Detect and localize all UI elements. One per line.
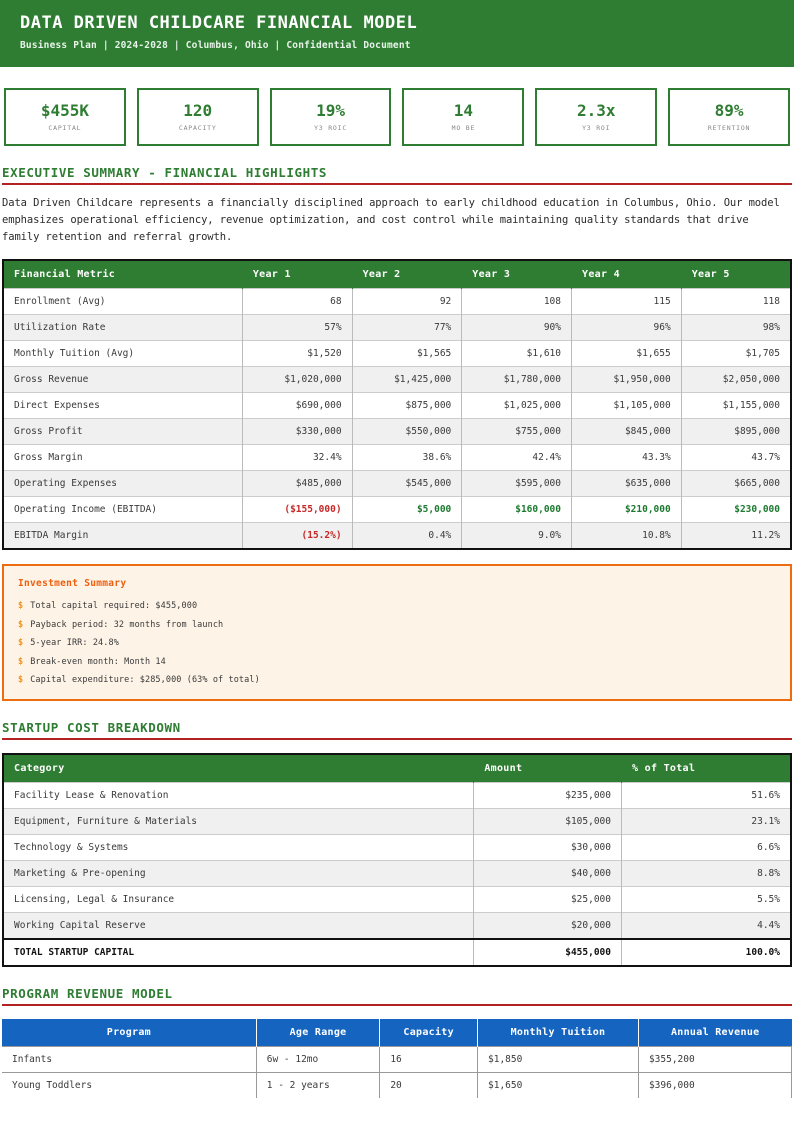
program-tuition: $1,650 [478, 1073, 639, 1099]
total-amount: $455,000 [474, 939, 622, 966]
metric-value: $485,000 [242, 471, 352, 497]
kpi-card [535, 88, 657, 146]
program-revenue: $396,000 [638, 1073, 791, 1099]
cost-category: Technology & Systems [3, 835, 474, 861]
metric-value: $845,000 [572, 419, 682, 445]
kpi-card [137, 88, 259, 146]
cost-pct: 4.4% [621, 913, 791, 940]
table-row [3, 393, 791, 419]
column-header: Year 3 [462, 260, 572, 289]
investment-summary-callout [2, 564, 792, 701]
metric-value: $1,610 [462, 341, 572, 367]
metric-value: $230,000 [681, 497, 791, 523]
investment-summary-item [18, 638, 776, 648]
table-row [3, 315, 791, 341]
program-capacity: 20 [380, 1073, 478, 1099]
column-header: Year 1 [242, 260, 352, 289]
metric-value: 115 [572, 289, 682, 315]
total-category: TOTAL STARTUP CAPITAL [3, 939, 474, 966]
column-header: Category [3, 754, 474, 783]
investment-summary-item-text: Break-even month: Month 14 [30, 656, 166, 667]
column-header: Year 4 [572, 260, 682, 289]
investment-summary-item-text: 5-year IRR: 24.8% [30, 638, 119, 648]
investment-summary-item-text: Capital expenditure: $285,000 (63% of total) [30, 675, 260, 685]
document-header-banner [0, 0, 794, 67]
table-header-row [3, 260, 791, 289]
kpi-value: $455K [40, 100, 89, 120]
metric-value: $1,950,000 [572, 367, 682, 393]
metric-value: $1,025,000 [462, 393, 572, 419]
metric-value: 10.8% [572, 523, 682, 550]
cost-pct: 6.6% [621, 835, 791, 861]
program-age: 6w - 12mo [256, 1047, 380, 1073]
section-heading-program-revenue: PROGRAM REVENUE MODEL [2, 986, 792, 1006]
table-row [3, 471, 791, 497]
table-row [3, 913, 791, 940]
cost-amount: $25,000 [474, 887, 622, 913]
metric-value: 57% [242, 315, 352, 341]
cost-category: Licensing, Legal & Insurance [3, 887, 474, 913]
metric-value: 38.6% [352, 445, 462, 471]
metric-value: (15.2%) [242, 523, 352, 550]
kpi-card-row [4, 67, 790, 146]
dollar-bullet-icon: $ [18, 638, 24, 648]
metric-value: 77% [352, 315, 462, 341]
column-header: Year 5 [681, 260, 791, 289]
program-revenue: $355,200 [638, 1047, 791, 1073]
column-header: Amount [474, 754, 622, 783]
metric-value: $210,000 [572, 497, 682, 523]
program-age: 1 - 2 years [256, 1073, 380, 1099]
table-header-row [3, 754, 791, 783]
cost-category: Working Capital Reserve [3, 913, 474, 940]
metric-value: 96% [572, 315, 682, 341]
cost-category: Equipment, Furniture & Materials [3, 809, 474, 835]
program-capacity: 16 [380, 1047, 478, 1073]
kpi-value: 19% [316, 100, 346, 120]
metric-value: $755,000 [462, 419, 572, 445]
executive-summary-paragraph: Data Driven Childcare represents a financially disciplined approach to early childhood education in Columbus, Ohio. Our model emphasizes operational efficiency, revenue optimization, and cost control while maintaining quality standards that drive family retention and referral growth. [2, 197, 780, 243]
column-header: Annual Revenue [638, 1019, 791, 1047]
total-pct: 100.0% [621, 939, 791, 966]
metric-value: $1,780,000 [462, 367, 572, 393]
metric-value: $5,000 [352, 497, 462, 523]
metric-value: 0.4% [352, 523, 462, 550]
cost-amount: $235,000 [474, 783, 622, 809]
investment-summary-item [18, 657, 776, 667]
metric-value: $1,105,000 [572, 393, 682, 419]
document-subtitle: Business Plan | 2024-2028 | Columbus, Ohio | Confidential Document [20, 39, 411, 51]
metric-value: $1,520 [242, 341, 352, 367]
kpi-value: 2.3x [576, 100, 616, 120]
investment-summary-title: Investment Summary [18, 578, 127, 589]
kpi-value: 89% [714, 100, 744, 120]
metric-value: 92 [352, 289, 462, 315]
column-header: % of Total [621, 754, 791, 783]
metric-label: Direct Expenses [3, 393, 242, 419]
table-total-row [3, 939, 791, 966]
section-heading-executive-summary: EXECUTIVE SUMMARY - FINANCIAL HIGHLIGHTS [2, 165, 792, 185]
metric-value: 42.4% [462, 445, 572, 471]
column-header: Financial Metric [3, 260, 242, 289]
table-row [3, 783, 791, 809]
cost-pct: 5.5% [621, 887, 791, 913]
metric-value: 11.2% [681, 523, 791, 550]
metric-value: $550,000 [352, 419, 462, 445]
kpi-value: 120 [183, 100, 213, 120]
section-heading-startup-cost: STARTUP COST BREAKDOWN [2, 720, 792, 740]
metric-value: $1,565 [352, 341, 462, 367]
column-header: Capacity [380, 1019, 478, 1047]
metric-label: Operating Income (EBITDA) [3, 497, 242, 523]
table-row [2, 1047, 792, 1073]
metric-value: $1,425,000 [352, 367, 462, 393]
kpi-value: 14 [453, 100, 474, 120]
column-header: Year 2 [352, 260, 462, 289]
metric-label: Utilization Rate [3, 315, 242, 341]
column-header: Program [2, 1019, 256, 1047]
investment-summary-item [18, 620, 776, 630]
page-title: DATA DRIVEN CHILDCARE FINANCIAL MODEL [20, 13, 418, 33]
metric-value: $665,000 [681, 471, 791, 497]
metric-value: 90% [462, 315, 572, 341]
dollar-bullet-icon: $ [18, 601, 24, 611]
table-row [3, 523, 791, 550]
table-row [3, 887, 791, 913]
kpi-label: CAPACITY [178, 124, 217, 133]
kpi-label: MO BE [451, 124, 476, 133]
investment-summary-item-text: Payback period: 32 months from launch [30, 619, 224, 630]
program-program: Young Toddlers [2, 1073, 256, 1099]
dollar-bullet-icon: $ [18, 656, 24, 667]
metric-value: 43.7% [681, 445, 791, 471]
metric-label: Enrollment (Avg) [3, 289, 242, 315]
metric-value: 118 [681, 289, 791, 315]
metric-label: Monthly Tuition (Avg) [3, 341, 242, 367]
metric-value: $690,000 [242, 393, 352, 419]
investment-summary-item-text: Total capital required: $455,000 [30, 601, 198, 611]
metric-value: 32.4% [242, 445, 352, 471]
metric-value: $160,000 [462, 497, 572, 523]
metric-value: $595,000 [462, 471, 572, 497]
financial-metrics-table [2, 259, 792, 550]
startup-cost-table [2, 753, 792, 967]
column-header: Age Range [256, 1019, 380, 1047]
dollar-bullet-icon: $ [18, 619, 24, 630]
metric-value: $875,000 [352, 393, 462, 419]
kpi-card [4, 88, 126, 146]
table-row [3, 289, 791, 315]
cost-amount: $20,000 [474, 913, 622, 940]
kpi-label: RETENTION [707, 124, 751, 133]
kpi-label: CAPITAL [48, 124, 82, 133]
metric-label: Operating Expenses [3, 471, 242, 497]
metric-value: 68 [242, 289, 352, 315]
metric-value: $2,050,000 [681, 367, 791, 393]
cost-amount: $105,000 [474, 809, 622, 835]
metric-value: ($155,000) [242, 497, 352, 523]
investment-summary-item [18, 675, 776, 685]
metric-value: 9.0% [462, 523, 572, 550]
table-row [2, 1073, 792, 1099]
kpi-card [668, 88, 790, 146]
cost-amount: $30,000 [474, 835, 622, 861]
program-program: Infants [2, 1047, 256, 1073]
metric-value: 108 [462, 289, 572, 315]
kpi-card [402, 88, 524, 146]
table-header-row [2, 1019, 792, 1047]
cost-category: Facility Lease & Renovation [3, 783, 474, 809]
metric-value: $895,000 [681, 419, 791, 445]
metric-value: $1,705 [681, 341, 791, 367]
metric-label: Gross Profit [3, 419, 242, 445]
program-tuition: $1,850 [478, 1047, 639, 1073]
metric-label: EBITDA Margin [3, 523, 242, 550]
kpi-label: Y3 ROIC [314, 124, 348, 133]
metric-label: Gross Revenue [3, 367, 242, 393]
cost-pct: 51.6% [621, 783, 791, 809]
metric-value: $1,155,000 [681, 393, 791, 419]
kpi-card [270, 88, 392, 146]
table-row [3, 445, 791, 471]
metric-value: 98% [681, 315, 791, 341]
cost-amount: $40,000 [474, 861, 622, 887]
program-revenue-table [2, 1019, 792, 1098]
table-row [3, 861, 791, 887]
metric-value: $1,020,000 [242, 367, 352, 393]
metric-value: $330,000 [242, 419, 352, 445]
table-row [3, 341, 791, 367]
cost-pct: 8.8% [621, 861, 791, 887]
table-row [3, 367, 791, 393]
column-header: Monthly Tuition [478, 1019, 639, 1047]
table-row [3, 497, 791, 523]
table-row [3, 809, 791, 835]
cost-category: Marketing & Pre-opening [3, 861, 474, 887]
metric-value: $635,000 [572, 471, 682, 497]
kpi-label: Y3 ROI [582, 124, 611, 133]
dollar-bullet-icon: $ [18, 675, 24, 685]
metric-label: Gross Margin [3, 445, 242, 471]
metric-value: $1,655 [572, 341, 682, 367]
metric-value: 43.3% [572, 445, 682, 471]
metric-value: $545,000 [352, 471, 462, 497]
table-row [3, 419, 791, 445]
table-row [3, 835, 791, 861]
investment-summary-item [18, 601, 776, 611]
cost-pct: 23.1% [621, 809, 791, 835]
